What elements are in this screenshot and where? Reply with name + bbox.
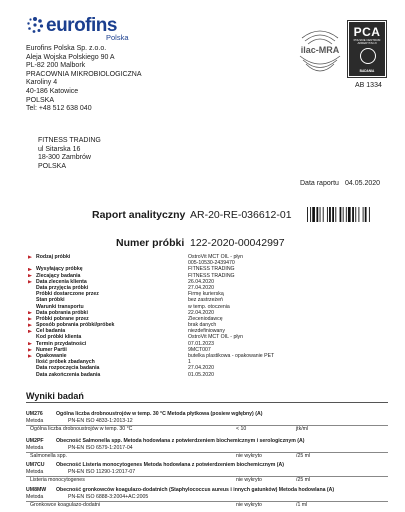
detail-value: bez zastrzeżeń <box>188 297 223 304</box>
barcode-bar <box>358 207 359 222</box>
detail-value: 22.04.2020 <box>188 309 214 316</box>
result-test-name: Obecność Listeria monocytogenes Metoda hodowlana z potwierdzeniem biochemicznym (A) <box>56 462 284 468</box>
barcode-bar <box>343 207 344 222</box>
pca-logo-body <box>349 22 385 76</box>
detail-value: 26.04.2020 <box>188 278 214 285</box>
report-number: AR-20-RE-036612-01 <box>190 209 292 221</box>
result-unit: jtk/ml <box>296 425 309 432</box>
result-method-label: Metoda <box>26 417 44 424</box>
detail-value: Zleceniodawcę <box>188 315 223 322</box>
detail-label: Stan próbki <box>36 297 65 304</box>
detail-row <box>28 372 288 378</box>
barcode-bar <box>327 207 328 222</box>
detail-value: 27.04.2020 <box>188 284 214 291</box>
lab-address-line: Aleja Wojska Polskiego 90 A <box>26 53 115 61</box>
client-address-line: 18-300 Zambrów <box>38 154 91 162</box>
bullet-arrow-icon <box>28 354 32 357</box>
results-divider <box>26 402 388 403</box>
client-address-line: POLSKA <box>38 162 67 170</box>
barcode-bar <box>320 207 321 222</box>
bullet-arrow-icon <box>28 280 32 283</box>
detail-label: Data pobrania próbki <box>36 309 88 316</box>
barcode-bar <box>316 207 318 222</box>
detail-value: 27.04.2020 <box>188 365 214 372</box>
client-address-line: FITNESS TRADING <box>38 137 101 144</box>
detail-label: Data zlecenia klienta <box>36 278 87 285</box>
lab-address-line: 40-186 Katowice <box>26 87 79 95</box>
barcode-bar <box>363 207 364 222</box>
lab-address-line: Tel: +48 512 638 040 <box>26 105 92 113</box>
barcode-bar <box>348 207 351 222</box>
sample-number: 122-2020-00042997 <box>190 237 285 249</box>
detail-value: 07.01.2023 <box>188 340 214 347</box>
results-title: Wyniki badań <box>26 391 84 401</box>
lab-address <box>26 45 142 114</box>
detail-value: 005-10530-2439470 <box>188 260 235 267</box>
bullet-arrow-icon <box>28 330 32 333</box>
detail-value: butelka plastikowa - opakowanie PET <box>188 353 275 359</box>
bullet-arrow-icon <box>28 317 32 320</box>
result-norm: PN-EN ISO 11290-1:2017-07 <box>68 468 136 475</box>
detail-value: 9MCT007 <box>188 346 211 353</box>
barcode-bar <box>352 207 354 222</box>
result-value: nie wykryto <box>236 476 262 483</box>
barcode-bar <box>310 207 311 222</box>
barcode-bar <box>355 207 356 222</box>
result-parameter: Listeria monocytogenes <box>30 476 85 483</box>
detail-label: Próbki dostarczone przez <box>36 291 99 298</box>
ilac-mra-text: ilac-MRA <box>300 45 340 55</box>
result-divider <box>26 476 388 477</box>
detail-value: niezdefiniowany <box>188 328 225 335</box>
result-code: UM276 <box>26 411 43 417</box>
report-date-value: 04.05.2020 <box>345 180 381 187</box>
result-parameter: Gronkowce koagulazo-dodatni <box>30 501 101 508</box>
bullet-arrow-icon <box>28 255 32 258</box>
barcode-bar <box>332 207 334 222</box>
detail-value: brak danych <box>188 322 217 329</box>
detail-label: Data rozpoczęcia badania <box>36 365 100 372</box>
detail-label: Próbki pobrane przez <box>36 315 89 322</box>
result-test-name: Ogólna liczba drobnoustrojów w temp. 30 °C Metoda płytkowa (posiew wgłębny) (A) <box>56 411 263 417</box>
detail-value: OstroVit MCT OIL - płyn <box>188 254 243 260</box>
lab-address-line: POLSKA <box>26 96 55 104</box>
detail-value: OstroVit MCT OIL - płyn <box>188 334 243 341</box>
detail-label: Numer Partii <box>36 346 67 353</box>
logo-country: Polska <box>106 33 129 42</box>
detail-value: 1 <box>188 359 191 366</box>
detail-label: Kod próbki klienta <box>36 334 82 341</box>
pca-bottom-label: BADANIA <box>359 69 375 73</box>
result-method-label: Metoda <box>26 493 44 500</box>
barcode-bar <box>323 207 324 222</box>
result-divider <box>26 425 388 426</box>
result-value: nie wykryto <box>236 501 262 508</box>
eurofins-dots-icon <box>26 16 44 34</box>
detail-label: Sposób pobrania próbki/próbek <box>36 322 115 329</box>
result-method-label: Metoda <box>26 468 44 475</box>
detail-label: Warunki transportu <box>36 303 84 310</box>
lab-address-line: Karoliny 4 <box>26 79 58 87</box>
accreditation-number: AB 1334 <box>355 82 382 89</box>
sample-details-list <box>28 254 288 378</box>
result-test-name: Obecność Salmonella spp. Metoda hodowlana z potwierdzeniem biochemicznym i serologicznym (A) <box>56 438 305 444</box>
result-unit: /25 ml <box>296 452 311 459</box>
bullet-arrow-icon <box>28 342 32 345</box>
bullet-arrow-icon <box>28 311 32 314</box>
result-code: UM8MW <box>26 487 47 493</box>
result-value: < 10 <box>236 425 247 432</box>
detail-label: Zlecający badania <box>36 272 81 279</box>
result-unit: /1 ml <box>296 501 308 508</box>
result-code: UM7CU <box>26 462 45 468</box>
sample-number-label: Numer próbki <box>116 237 185 249</box>
bullet-arrow-icon <box>28 323 32 326</box>
detail-label: Rodzaj próbki <box>36 254 71 260</box>
result-norm: PN-EN ISO 6579-1:2017-04 <box>68 444 133 451</box>
detail-label: Ilość próbek zbadanych <box>36 359 95 366</box>
detail-value: 01.05.2020 <box>188 371 214 378</box>
bullet-arrow-icon <box>28 274 32 277</box>
result-parameter: Salmonella spp. <box>30 452 67 459</box>
ilac-mra-logo <box>296 22 344 82</box>
detail-value: FITNESS TRADING <box>188 272 235 279</box>
result-code: UM2PF <box>26 438 44 444</box>
result-norm: PN-EN ISO 6888-3:2004+AC:2005 <box>68 493 149 500</box>
result-unit: /25 ml <box>296 476 311 483</box>
lab-address-line: PRACOWNIA MIKROBIOLOGICZNA <box>26 70 142 78</box>
pca-title: PCA <box>353 25 381 39</box>
barcode-bar <box>369 207 370 222</box>
pca-subtitle: POLSKIE CENTRUM AKREDYTACJI <box>353 38 381 46</box>
result-value: nie wykryto <box>236 452 262 459</box>
result-method-label: Metoda <box>26 444 44 451</box>
bullet-arrow-icon <box>28 348 32 351</box>
barcode-bar <box>335 207 336 222</box>
pca-badge-icon <box>360 48 376 64</box>
eurofins-logo <box>26 14 156 42</box>
result-divider <box>26 501 388 502</box>
pca-accreditation-logo <box>347 20 387 78</box>
lab-address-line: PL-82 200 Malbork <box>26 62 86 70</box>
lab-address-line: Eurofins Polska Sp. z.o.o. <box>26 45 107 52</box>
barcode-bar <box>346 207 347 222</box>
detail-value: Firmę kurierską <box>188 291 224 298</box>
barcode-bar <box>365 207 367 222</box>
detail-label: Data przyjęcia próbki <box>36 284 89 291</box>
logo-wordmark: eurofins <box>46 15 117 36</box>
bullet-arrow-icon <box>28 268 32 271</box>
barcode-bar <box>329 207 331 222</box>
result-divider <box>26 452 388 453</box>
result-parameter: Ogólna liczba drobnoustrojów w temp. 30 °C <box>30 425 133 432</box>
detail-value: w temp. otoczenia <box>188 303 230 310</box>
barcode-bar <box>307 207 308 222</box>
result-test-name: Obecność gronkowców koagulazo-dodatnich (Staphylococcus aureus i innych gatunków) Metoda hodowlana (A) <box>56 487 335 493</box>
barcode <box>307 207 391 222</box>
client-address-line: ul Sitarska 16 <box>38 145 81 153</box>
detail-label: Data zakończenia badania <box>36 371 101 378</box>
result-norm: PN-EN ISO 4833-1:2013-12 <box>68 417 133 424</box>
report-title-label: Raport analityczny <box>92 209 186 221</box>
detail-label: Wysyłający próbkę <box>36 266 83 273</box>
detail-label: Termin przydatności <box>36 340 87 347</box>
detail-label: Opakowanie <box>36 353 67 359</box>
detail-label: Cel badania <box>36 328 66 335</box>
barcode-bar <box>340 207 342 222</box>
barcode-bar <box>312 207 315 222</box>
report-date-label: Data raportu <box>300 180 339 187</box>
detail-value: FITNESS TRADING <box>188 266 235 273</box>
client-address <box>38 137 101 171</box>
